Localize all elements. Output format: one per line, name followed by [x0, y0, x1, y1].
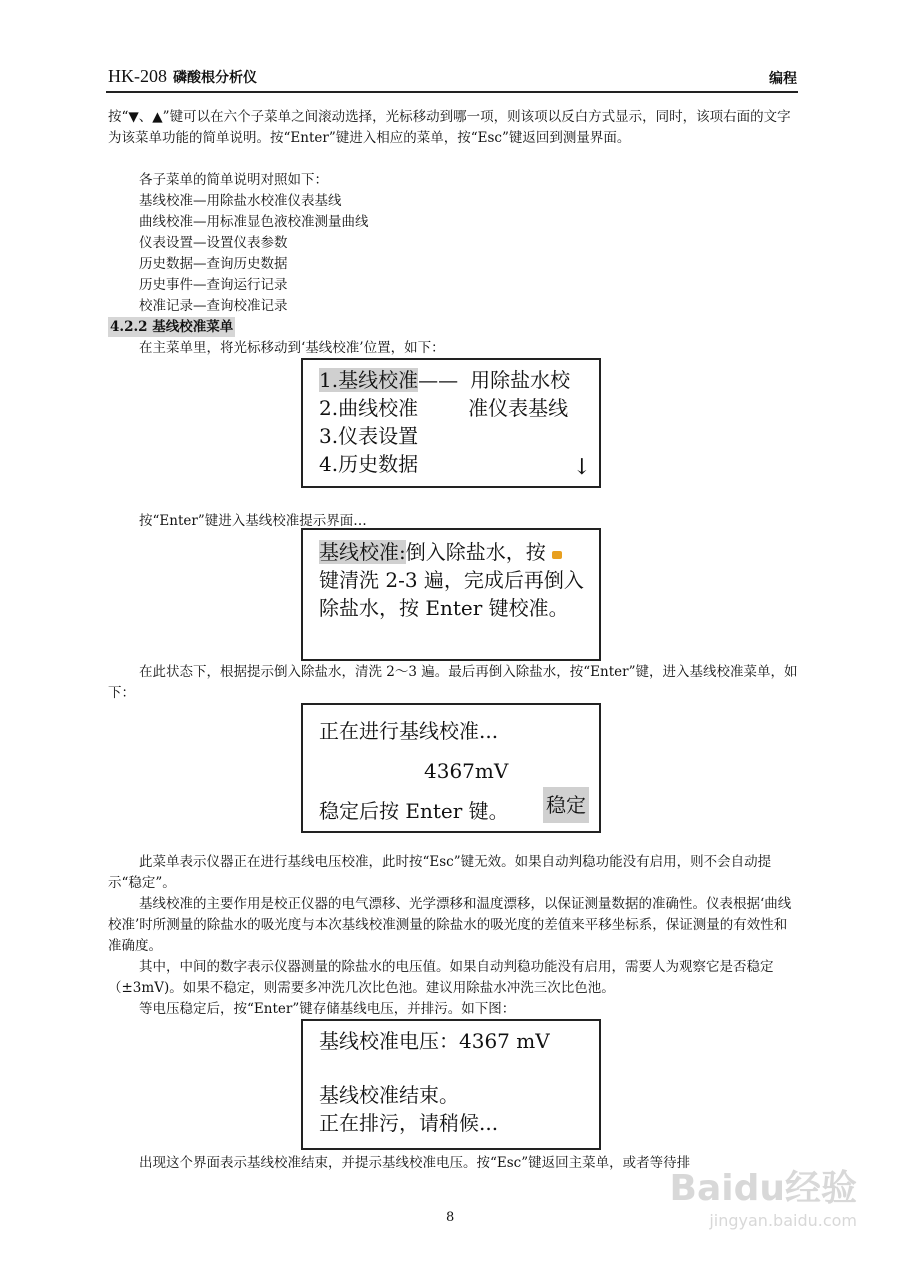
state-paragraph: 在此状态下，根据提示倒入除盐水，清洗 2～3 遍。最后再倒入除盐水，按“Enter”键，进入基线校准菜单，如下：: [108, 664, 798, 701]
prompt-line: 倒入除盐水，按: [405, 540, 546, 564]
prompt-line: 除盐水，按 Enter 键校准。: [319, 596, 569, 620]
last-paragraph: 出现这个界面表示基线校准结束，并提示基线校准电压。按“Esc”键返回主菜单，或者等待排: [139, 1155, 691, 1171]
menu-item: 4.历史数据: [319, 452, 419, 476]
list-item: 基线校准—用除盐水校准仪表基线: [139, 193, 342, 209]
voltage-line: 基线校准电压：4367 mV: [319, 1029, 550, 1053]
prompt-line: 键清洗 2-3 遍，完成后再倒入: [319, 568, 584, 592]
status-line: 正在排污，请稍候...: [319, 1111, 499, 1135]
watermark-url: jingyan.baidu.com: [709, 1211, 857, 1230]
screen-baseline-prompt: [301, 528, 601, 661]
intro-paragraph: 按“▼、▲”键可以在六个子菜单之间滚动选择，光标移动到哪一项，则该项以反白方式显示，同时，该项右面的文字为该菜单功能的简单说明。按“Enter”键进入相应的菜单，按“Esc”键返回到测量界面。: [108, 109, 791, 146]
body-paragraph-2: 基线校准的主要作用是校正仪器的电气漂移、光学漂移和温度漂移，以保证测量数据的准确性。仪表根据‘曲线校准’时所测量的除盐水的吸光度与本次基线校准测量的除盐水的吸光度的差值来平移坐标系，保证测量的有效性和准确度。: [108, 896, 792, 954]
list-item: 校准记录—查询校准记录: [139, 298, 288, 314]
header-title: [108, 66, 257, 87]
header-section: 编程: [769, 71, 797, 87]
screen-calibrating: [301, 703, 601, 833]
section-paragraph: 在主菜单里，将光标移动到‘基线校准’位置，如下：: [139, 340, 445, 356]
header-rule: [106, 91, 798, 93]
menu-item: 3.仪表设置: [319, 424, 419, 448]
menu-desc: 用除盐水校: [470, 368, 571, 392]
menu-dash: ——: [418, 368, 459, 392]
menu-desc: 准仪表基线: [468, 396, 569, 420]
prompt-label: 基线校准:: [319, 540, 406, 564]
product-title: 磷酸根分析仪: [173, 70, 257, 86]
watermark: [670, 1160, 857, 1230]
stable-indicator: 稳定: [543, 787, 589, 823]
status-line: 正在进行基线校准...: [319, 719, 499, 743]
body-paragraph-1: 此菜单表示仪器正在进行基线电压校准，此时按“Esc”键无效。如果自动判稳功能没有启用，则不会自动提示“稳定”。: [108, 854, 772, 891]
voltage-value: 4367mV: [424, 759, 509, 783]
section-heading: 4.2.2 基线校准菜单: [110, 319, 234, 335]
menu-item: 2.曲线校准: [319, 396, 419, 420]
body-paragraph-4: 等电压稳定后，按“Enter”键存储基线电压，并排污。如下图：: [139, 1001, 516, 1017]
watermark-logo: Baidu经验: [669, 1168, 857, 1209]
screen-main-menu: [301, 358, 601, 488]
list-item: 曲线校准—用标准显色液校准测量曲线: [139, 214, 369, 230]
scroll-down-arrow-icon: ↓: [572, 455, 591, 480]
model-name: HK-208: [108, 66, 167, 86]
page-number: 8: [446, 1210, 455, 1225]
list-item: 历史事件—查询运行记录: [139, 277, 288, 293]
instruction-line: 稳定后按 Enter 键。: [319, 799, 509, 823]
screen-baseline-done: [301, 1019, 601, 1150]
key-icon: [552, 551, 562, 559]
status-line: 基线校准结束。: [319, 1083, 459, 1107]
list-item: 历史数据—查询历史数据: [139, 256, 288, 272]
intro-list: [108, 170, 798, 317]
menu-item-selected: 1.基线校准: [319, 368, 419, 392]
enter-paragraph: 按“Enter”键进入基线校准提示界面…: [139, 513, 367, 529]
list-item: 仪表设置—设置仪表参数: [139, 235, 288, 251]
list-intro: 各子菜单的简单说明对照如下：: [139, 172, 328, 188]
body-paragraph-3: 其中，中间的数字表示仪器测量的除盐水的电压值。如果自动判稳功能没有启用，需要人为观察它是否稳定（±3mV)。如果不稳定，则需要多冲洗几次比色池。建议用除盐水冲洗三次比色池。: [108, 959, 774, 996]
